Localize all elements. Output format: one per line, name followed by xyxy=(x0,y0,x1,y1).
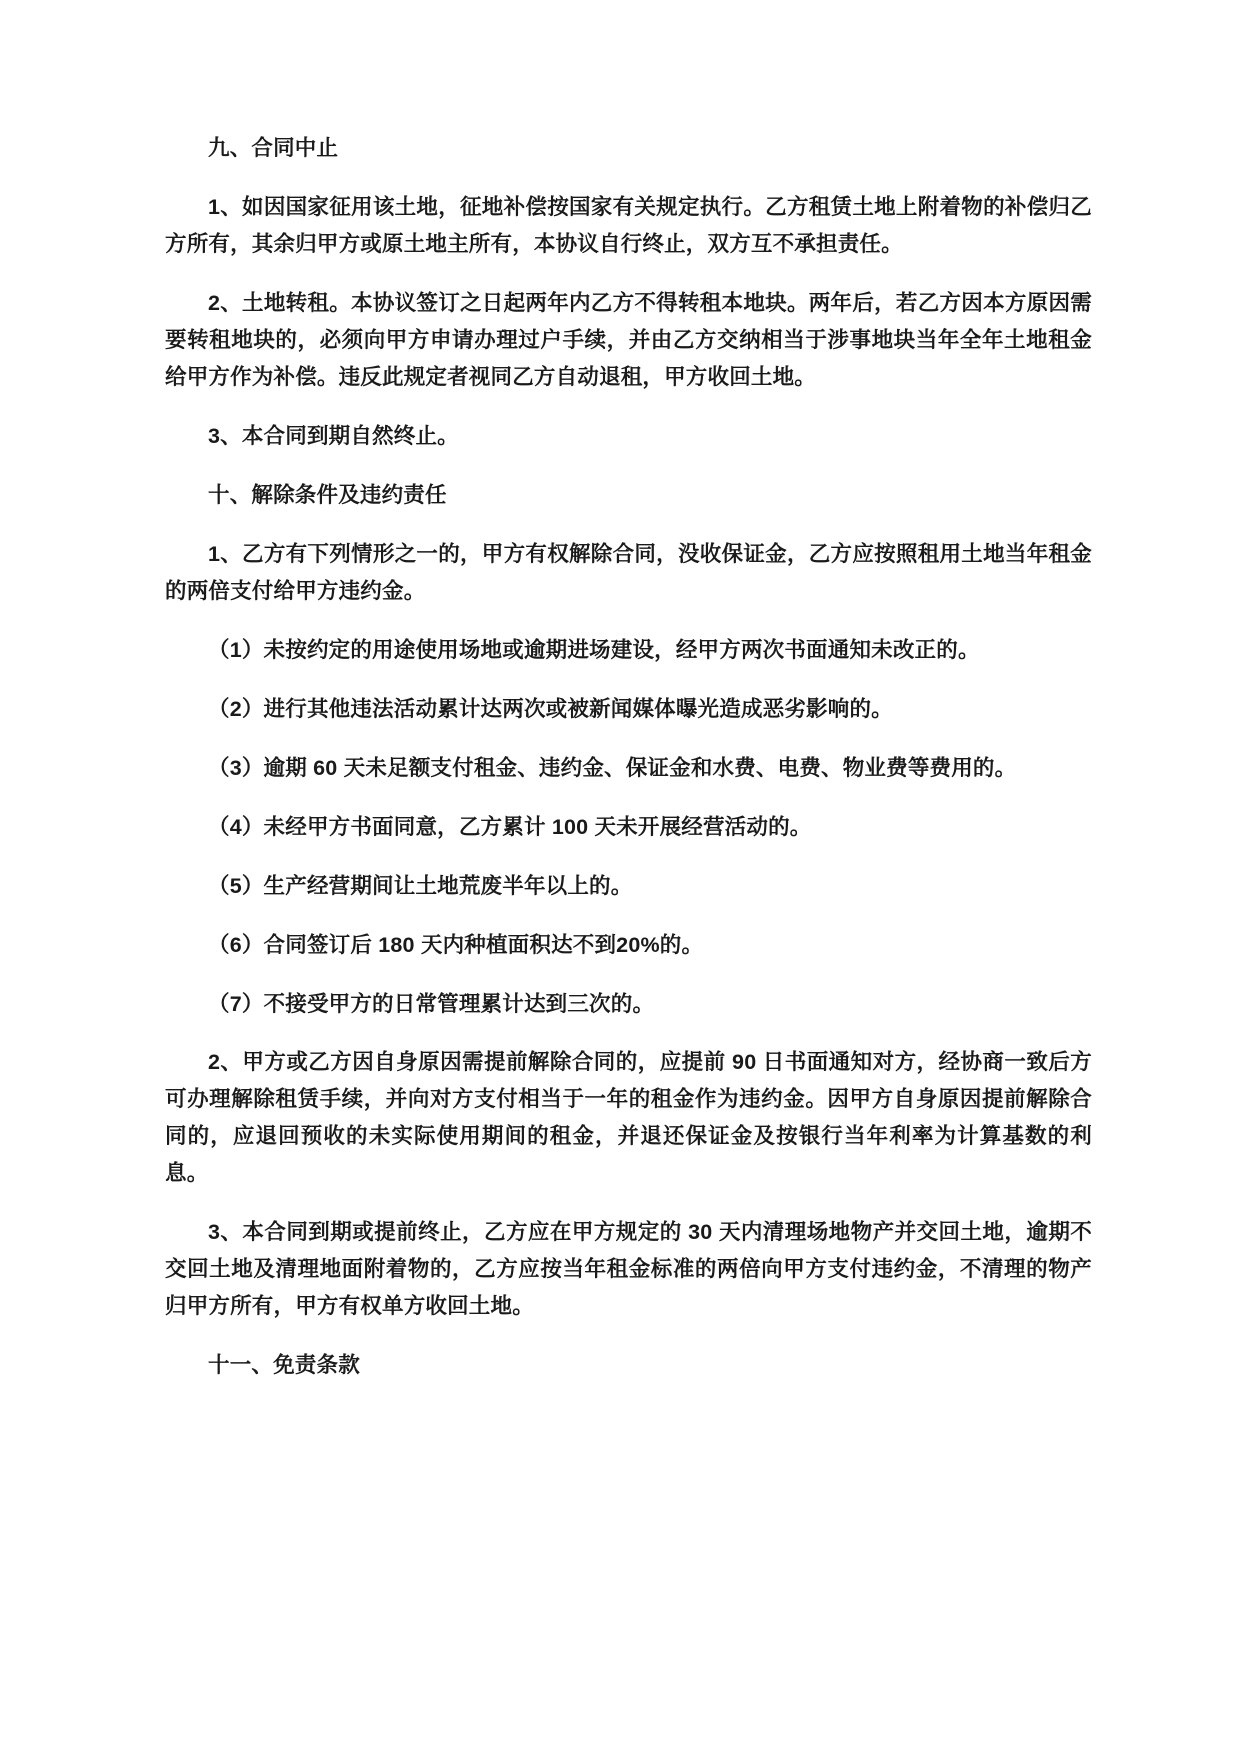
paragraph-10-1-6: （6）合同签订后 180 天内种植面积达不到20%的。 xyxy=(208,932,704,957)
paragraph-10-1-2: （2）进行其他违法活动累计达两次或被新闻媒体曝光造成恶劣影响的。 xyxy=(208,696,893,721)
section-heading-9: 九、合同中止 xyxy=(208,136,339,160)
paragraph-10-1-3: （3）逾期 60 天未足额支付租金、违约金、保证金和水费、电费、物业费等费用的。 xyxy=(208,755,1017,780)
paragraph-10-2: 2、甲方或乙方因自身原因需提前解除合同的，应提前 90 日书面通知对方，经协商一致后方可办理解除租赁手续，并向对方支付相当于一年的租金作为违约金。因甲方自身原因提前解除合同的，应退回预收的未实际使用期间的租金，并退还保证金及按银行当年利率为计算基数的利息。 xyxy=(165,1050,1092,1186)
document-body xyxy=(165,130,1092,1384)
paragraph-9-2: 2、土地转租。本协议签订之日起两年内乙方不得转租本地块。两年后，若乙方因本方原因需要转租地块的，必须向甲方申请办理过户手续，并由乙方交纳相当于涉事地块当年全年土地租金给甲方作为补偿。违反此规定者视同乙方自动退租，甲方收回土地。 xyxy=(165,290,1092,389)
paragraph-10-1: 1、乙方有下列情形之一的，甲方有权解除合同，没收保证金，乙方应按照租用土地当年租金的两倍支付给甲方违约金。 xyxy=(165,541,1092,603)
section-heading-10: 十、解除条件及违约责任 xyxy=(208,482,447,507)
paragraph-10-1-1: （1）未按约定的用途使用场地或逾期进场建设，经甲方两次书面通知未改正的。 xyxy=(208,637,980,662)
paragraph-10-1-5: （5）生产经营期间让土地荒废半年以上的。 xyxy=(208,873,633,898)
paragraph-9-3: 3、本合同到期自然终止。 xyxy=(208,423,459,448)
paragraph-10-1-4: （4）未经甲方书面同意，乙方累计 100 天未开展经营活动的。 xyxy=(208,814,812,839)
section-heading-11: 十一、免责条款 xyxy=(208,1353,360,1378)
paragraph-10-1-7: （7）不接受甲方的日常管理累计达到三次的。 xyxy=(208,991,655,1016)
paragraph-10-3: 3、本合同到期或提前终止，乙方应在甲方规定的 30 天内清理场地物产并交回土地，逾期不交回土地及清理地面附着物的，乙方应按当年租金标准的两倍向甲方支付违约金，不清理的物产归甲方所有，甲方有权单方收回土地。 xyxy=(165,1220,1092,1319)
paragraph-9-1: 1、如因国家征用该土地，征地补偿按国家有关规定执行。乙方租赁土地上附着物的补偿归乙方所有，其余归甲方或原土地主所有，本协议自行终止，双方互不承担责任。 xyxy=(165,194,1092,256)
